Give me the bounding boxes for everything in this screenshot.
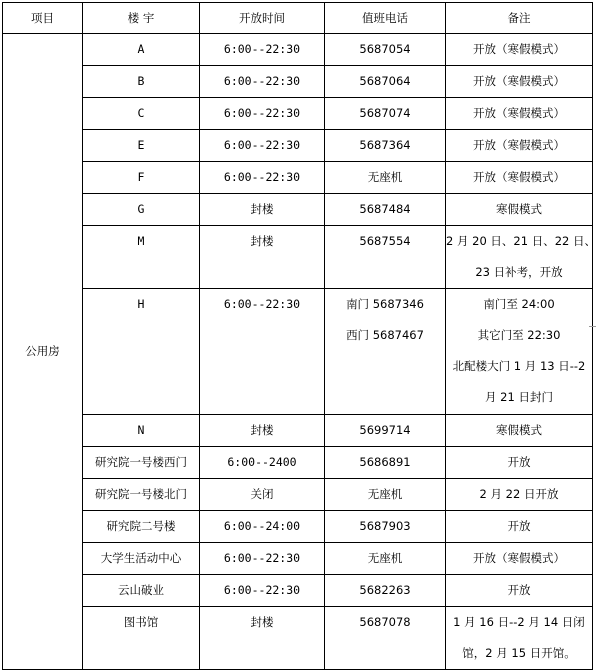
open-time-cell: 关闭 xyxy=(200,479,325,511)
building-cell: 图书馆 xyxy=(83,607,200,670)
building-cell: 研究院二号楼 xyxy=(83,511,200,543)
header-open-time: 开放时间 xyxy=(200,3,325,34)
phone-cell xyxy=(325,98,446,130)
table-row xyxy=(3,543,593,575)
table-row xyxy=(3,447,593,479)
note-cell xyxy=(446,447,593,479)
header-phone: 值班电话 xyxy=(325,3,446,34)
phone-cell xyxy=(325,194,446,226)
note-line: 寒假模式 xyxy=(496,202,542,216)
building-cell: M xyxy=(83,226,200,289)
phone-line: 5687064 xyxy=(359,74,411,88)
note-cell xyxy=(446,194,593,226)
table-row xyxy=(3,130,593,162)
open-time-cell: 6:00--22:30 xyxy=(200,289,325,415)
phone-cell xyxy=(325,575,446,607)
header-row xyxy=(3,3,593,34)
note-line: 23 日补考，开放 xyxy=(475,265,563,279)
note-cell xyxy=(446,543,593,575)
phone-cell xyxy=(325,34,446,66)
building-cell: N xyxy=(83,415,200,447)
note-line: 其它门至 22:30 xyxy=(477,328,561,342)
header-building: 楼 宇 xyxy=(83,3,200,34)
phone-line: 无座机 xyxy=(367,487,403,501)
table-row xyxy=(3,194,593,226)
open-time-cell: 6:00--22:30 xyxy=(200,162,325,194)
schedule-table xyxy=(2,2,596,670)
phone-cell xyxy=(325,66,446,98)
note-cell xyxy=(446,130,593,162)
note-line: 馆，2 月 15 日开馆。 xyxy=(462,646,576,660)
open-time-cell: 6:00--22:30 xyxy=(200,575,325,607)
phone-line: 5682263 xyxy=(359,583,411,597)
table-row xyxy=(3,607,593,670)
note-cell xyxy=(446,98,593,130)
category-cell: 公用房 xyxy=(3,34,83,670)
table-row xyxy=(3,98,593,130)
table-row xyxy=(3,575,593,607)
note-cell xyxy=(446,66,593,98)
building-cell: H xyxy=(83,289,200,415)
table-row xyxy=(3,226,593,289)
phone-line: 5687903 xyxy=(359,519,411,533)
phone-line: 5686891 xyxy=(359,455,411,469)
note-line: 开放（寒假模式） xyxy=(473,138,565,152)
phone-cell xyxy=(325,543,446,575)
note-line: 北配楼大门 1 月 13 日--2 xyxy=(452,359,586,373)
open-time-cell: 6:00--2400 xyxy=(200,447,325,479)
note-cell xyxy=(446,226,596,289)
note-line: 开放（寒假模式） xyxy=(473,42,565,56)
note-line: 寒假模式 xyxy=(496,423,542,437)
note-line: 开放（寒假模式） xyxy=(473,551,565,565)
phone-cell xyxy=(325,226,446,289)
table-row xyxy=(3,34,593,66)
building-cell: E xyxy=(83,130,200,162)
phone-cell xyxy=(325,162,446,194)
table-row xyxy=(3,289,593,415)
open-time-cell: 6:00--22:30 xyxy=(200,98,325,130)
phone-line: 5687554 xyxy=(359,234,411,248)
building-cell: G xyxy=(83,194,200,226)
open-time-cell: 6:00--22:30 xyxy=(200,66,325,98)
open-time-cell: 6:00--24:00 xyxy=(200,511,325,543)
table-row xyxy=(3,162,593,194)
note-cell xyxy=(446,479,593,511)
phone-cell xyxy=(325,511,446,543)
note-line: 开放 xyxy=(507,455,531,469)
note-line: 1 月 16 日--2 月 14 日闭 xyxy=(453,615,585,629)
phone-line: 南门 5687346 xyxy=(346,297,424,311)
building-cell: 研究院一号楼西门 xyxy=(83,447,200,479)
building-cell: F xyxy=(83,162,200,194)
header-project: 项目 xyxy=(3,3,83,34)
note-line: 开放 xyxy=(507,583,531,597)
phone-line: 5687074 xyxy=(359,106,411,120)
phone-line: 5687364 xyxy=(359,138,411,152)
note-line: 月 21 日封门 xyxy=(485,390,553,404)
note-line: 南门至 24:00 xyxy=(483,297,555,311)
note-cell xyxy=(446,415,593,447)
open-time-cell: 封楼 xyxy=(200,607,325,670)
header-note: 备注 xyxy=(446,3,593,34)
note-line: 2 月 22 日开放 xyxy=(479,487,559,501)
note-cell xyxy=(446,289,593,415)
open-time-cell: 6:00--22:30 xyxy=(200,34,325,66)
phone-line: 5699714 xyxy=(359,423,411,437)
note-cell xyxy=(446,575,593,607)
table-row xyxy=(3,479,593,511)
note-line: 开放 xyxy=(507,519,531,533)
building-cell: A xyxy=(83,34,200,66)
phone-cell xyxy=(325,479,446,511)
note-line: 开放（寒假模式） xyxy=(473,170,565,184)
table-row xyxy=(3,511,593,543)
note-line: 开放（寒假模式） xyxy=(473,74,565,88)
phone-line: 5687078 xyxy=(359,615,411,629)
building-cell: 研究院一号楼北门 xyxy=(83,479,200,511)
table-row xyxy=(3,66,593,98)
phone-line: 5687054 xyxy=(359,42,411,56)
building-cell: B xyxy=(83,66,200,98)
phone-line: 5687484 xyxy=(359,202,411,216)
open-time-cell: 封楼 xyxy=(200,226,325,289)
building-cell: C xyxy=(83,98,200,130)
note-cell xyxy=(446,162,593,194)
phone-cell xyxy=(325,130,446,162)
building-cell: 云山破业 xyxy=(83,575,200,607)
open-time-cell: 6:00--22:30 xyxy=(200,130,325,162)
note-cell xyxy=(446,511,593,543)
phone-cell xyxy=(325,415,446,447)
table-row xyxy=(3,415,593,447)
note-cell xyxy=(446,34,593,66)
phone-line: 无座机 xyxy=(367,551,403,565)
phone-cell xyxy=(325,447,446,479)
note-cell xyxy=(446,607,593,670)
note-line: 开放（寒假模式） xyxy=(473,106,565,120)
note-line: 2 月 20 日、21 日、22 日、 xyxy=(446,234,596,248)
page-edge-mark xyxy=(589,326,596,327)
open-time-cell: 6:00--22:30 xyxy=(200,543,325,575)
open-time-cell: 封楼 xyxy=(200,415,325,447)
phone-cell xyxy=(325,289,446,415)
building-cell: 大学生活动中心 xyxy=(83,543,200,575)
phone-line: 无座机 xyxy=(367,170,403,184)
phone-line: 西门 5687467 xyxy=(346,328,424,342)
phone-cell xyxy=(325,607,446,670)
open-time-cell: 封楼 xyxy=(200,194,325,226)
